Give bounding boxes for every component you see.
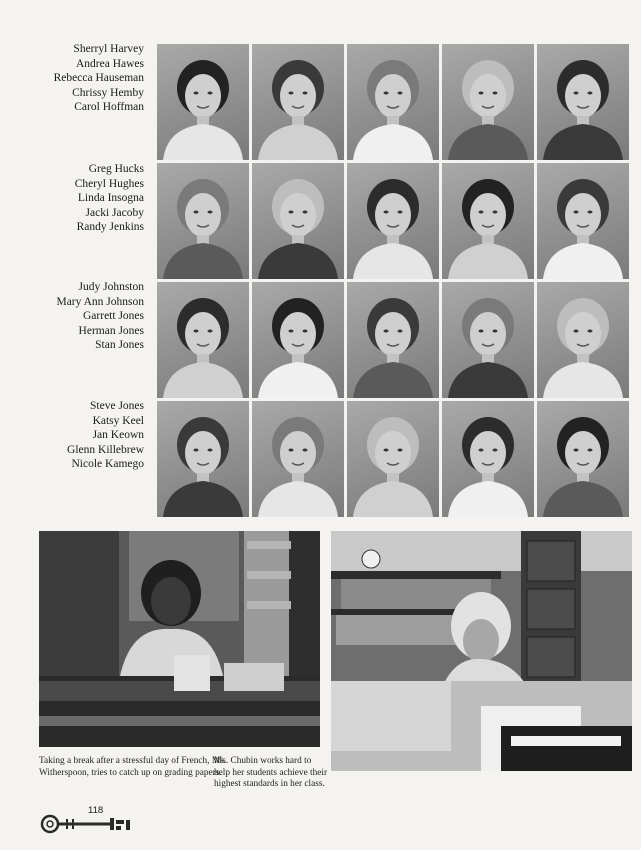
- photo-caption-left: Taking a break after a stressful day of French, Ms. Witherspoon, tries to catch up on grading papers.: [39, 756, 227, 778]
- portrait-photo: [537, 401, 629, 517]
- portrait-name: Linda Insogna: [77, 192, 144, 205]
- portrait-photo: [347, 282, 439, 398]
- portrait-name: Katsy Keel: [92, 414, 144, 427]
- portrait-name: Andrea Hawes: [75, 57, 144, 70]
- portrait-photo: [537, 44, 629, 160]
- name-list-row-2: [30, 162, 144, 235]
- portrait-photo: [347, 163, 439, 279]
- portrait-name: Cheryl Hughes: [74, 177, 144, 190]
- name-list-row-3: [30, 280, 144, 353]
- portrait-photo: [442, 44, 534, 160]
- name-list-row-1: [30, 42, 144, 115]
- portrait-name: Randy Jenkins: [76, 221, 144, 234]
- candid-photo-teacher-grading: [331, 531, 632, 771]
- portrait-name: Steve Jones: [90, 400, 144, 412]
- portrait-photo: [252, 282, 344, 398]
- portrait-photo: [347, 401, 439, 517]
- portrait-photo: [442, 282, 534, 398]
- portrait-photo: [442, 163, 534, 279]
- portrait-name: Jacki Jacoby: [85, 206, 144, 219]
- portrait-grid: [157, 44, 629, 517]
- portrait-name: Carol Hoffman: [74, 101, 144, 114]
- page-number: 118: [88, 805, 104, 816]
- portrait-name: Sherryl Harvey: [73, 43, 144, 55]
- portrait-photo: [157, 44, 249, 160]
- portrait-name: Glenn Killebrew: [67, 443, 144, 456]
- portrait-photo: [252, 44, 344, 160]
- photo-caption-right: Ms. Chubin works hard to help her students achieve their highest standards in her class.: [214, 756, 328, 790]
- portrait-name: Nicole Kamego: [71, 458, 144, 471]
- portrait-photo: [157, 282, 249, 398]
- portrait-name: Herman Jones: [78, 324, 144, 337]
- candid-photo-teacher-at-desk: [39, 531, 320, 747]
- portrait-photo: [157, 401, 249, 517]
- portrait-photo: [537, 163, 629, 279]
- name-list-row-4: [30, 399, 144, 472]
- portrait-photo: [347, 44, 439, 160]
- portrait-photo: [537, 282, 629, 398]
- portrait-photo: [157, 163, 249, 279]
- portrait-name: Garrett Jones: [83, 310, 144, 323]
- portrait-photo: [252, 163, 344, 279]
- portrait-photo: [442, 401, 534, 517]
- portrait-name: Rebecca Hauseman: [53, 72, 144, 85]
- portrait-name: Chrissy Hemby: [72, 86, 144, 99]
- portrait-name: Greg Hucks: [88, 163, 144, 175]
- portrait-photo: [252, 401, 344, 517]
- portrait-name: Jan Keown: [92, 429, 144, 442]
- portrait-name: Judy Johnston: [78, 281, 144, 293]
- portrait-name: Mary Ann Johnson: [56, 295, 144, 308]
- portrait-name: Stan Jones: [95, 339, 144, 352]
